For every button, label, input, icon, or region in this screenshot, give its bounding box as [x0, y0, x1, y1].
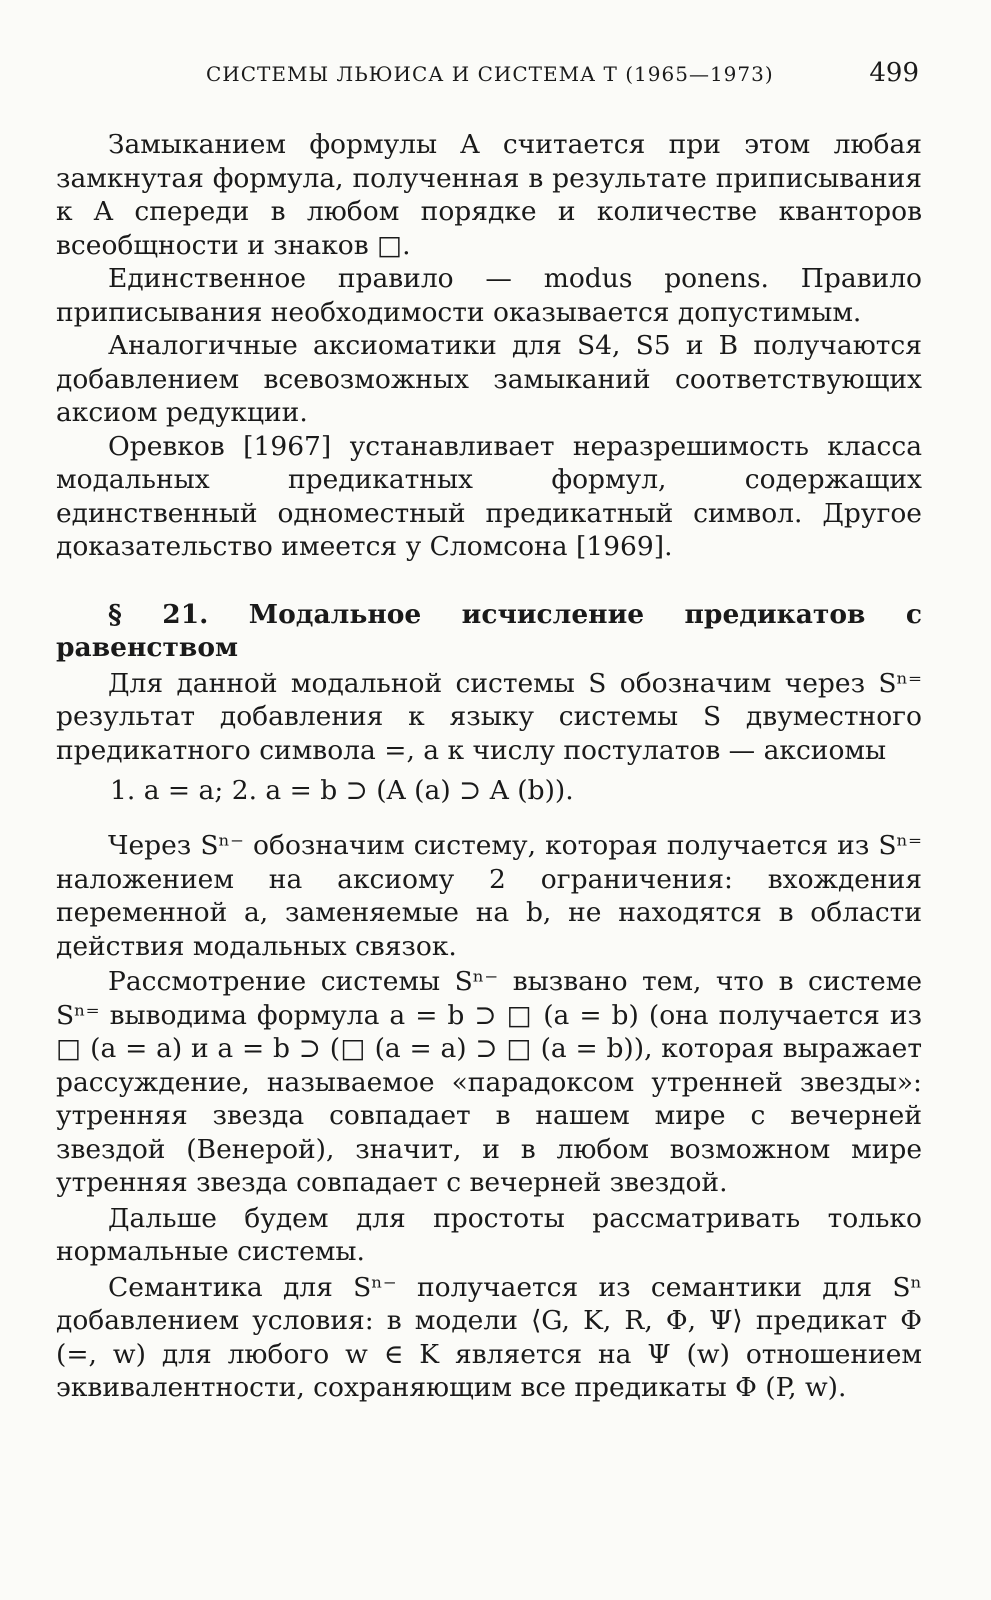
paragraph-restricted-system: Через Sⁿ⁻ обозначим систему, которая получается из Sⁿ⁼ наложением на аксиому 2 ограничения: вхождения переменной a, заменяемые на b, не находятся в области действия модальных связок.	[56, 830, 922, 962]
paragraph-closure: Замыканием формулы A считается при этом любая замкнутая формула, полученная в результате приписывания к A спереди в любом порядке и количестве кванторов всеобщности и знаков □.	[56, 129, 922, 261]
paragraph-semantics: Семантика для Sⁿ⁻ получается из семантики для Sⁿ добавлением условия: в модели ⟨G, K, R, Φ, Ψ⟩ предикат Φ (=, w) для любого w ∈ K является на Ψ (w) отношением эквивалентности, сохраняющим все предикаты Φ (P, w).	[56, 1271, 922, 1403]
paragraph-orevkov: Оревков [1967] устанавливает неразрешимость класса модальных предикатных формул, содержащих единственный одноместный предикатный символ. Другое доказательство имеется у Сломсона [1969].	[56, 430, 922, 562]
axioms-formula: 1. a = a; 2. a = b ⊃ (A (a) ⊃ A (b)).	[110, 775, 574, 806]
running-head	[56, 52, 919, 92]
paragraph-modus-ponens: Единственное правило — modus ponens. Правило приписывания необходимости оказывается допустимым.	[56, 263, 922, 328]
page-number: 499	[869, 58, 919, 88]
paragraph-normal-systems: Дальше будем для простоты рассматривать только нормальные системы.	[56, 1202, 922, 1267]
paragraph-morning-star: Рассмотрение системы Sⁿ⁻ вызвано тем, что в системе Sⁿ⁼ выводима формула a = b ⊃ □ (a = b) (она получается из □ (a = a) и a = b ⊃ (□ (a = a) ⊃ □ (a = b)), которая выражает рассуждение, называемое «парадоксом утренней звезды»: утренняя звезда совпадает в нашем мире с вечерней звездой (Венерой), значит, и в любом возможном мире утренняя звезда совпадает с вечерней звездой.	[56, 966, 922, 1198]
paragraph-axiomatics: Аналогичные аксиоматики для S4, S5 и B получаются добавлением всевозможных замыканий соответствующих аксиом редукции.	[56, 330, 922, 428]
page-body	[56, 128, 922, 1405]
section-heading: § 21. Модальное исчисление предикатов с равенством	[56, 598, 922, 663]
running-title: СИСТЕМЫ ЛЬЮИСА И СИСТЕМА T (1965—1973)	[206, 62, 774, 86]
paragraph-definition: Для данной модальной системы S обозначим через Sⁿ⁼ результат добавления к языку системы S двуместного предикатного символа =, а к числу постулатов — аксиомы	[56, 667, 922, 766]
